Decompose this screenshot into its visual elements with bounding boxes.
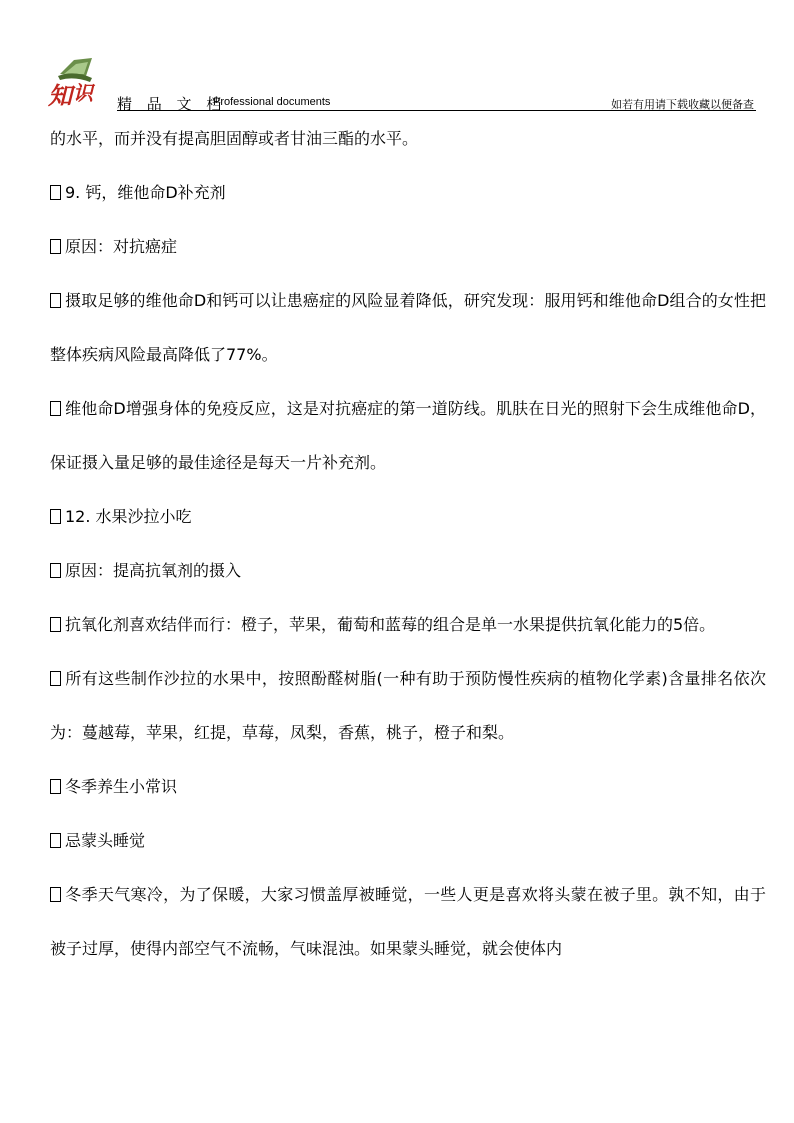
paragraph: 抗氧化剂喜欢结伴而行：橙子，苹果，葡萄和蓝莓的组合是单一水果提供抗氧化能力的5倍。	[50, 598, 766, 652]
bullet-box-icon	[50, 833, 61, 848]
document-body	[50, 112, 766, 976]
page-header	[46, 52, 756, 112]
paragraph: 摄取足够的维他命D和钙可以让患癌症的风险显着降低，研究发现：服用钙和维他命D组合的女性把整体疾病风险最高降低了77%。	[50, 291, 766, 364]
paragraph: 原因：对抗癌症	[50, 220, 766, 274]
bullet-box-icon	[50, 509, 61, 524]
bullet-box-icon	[50, 185, 61, 200]
knowledge-logo-icon	[46, 52, 102, 110]
bullet-box-icon	[50, 563, 61, 578]
paragraph: 原因：提高抗氧剂的摄入	[50, 544, 766, 598]
bullet-box-icon	[50, 671, 61, 686]
brand-title: 精 品 文 档	[117, 95, 227, 113]
paragraph: 冬季天气寒冷，为了保暖，大家习惯盖厚被睡觉，一些人更是喜欢将头蒙在被子里。孰不知，由于被子过厚，使得内部空气不流畅，气味混浊。如果蒙头睡觉，就会使体内	[50, 885, 766, 958]
svg-text:识: 识	[73, 81, 93, 105]
download-hint: 如若有用请下载收藏以便备查	[611, 98, 754, 111]
bullet-box-icon	[50, 887, 61, 902]
paragraph: 冬季养生小常识	[50, 760, 766, 814]
bullet-box-icon	[50, 293, 61, 308]
paragraph: 所有这些制作沙拉的水果中，按照酚醛树脂(一种有助于预防慢性疾病的植物化学素)含量排名依次为：蔓越莓，苹果，红提，草莓，凤梨，香蕉，桃子，橙子和梨。	[50, 669, 766, 742]
bullet-box-icon	[50, 239, 61, 254]
bullet-box-icon	[50, 779, 61, 794]
bullet-box-icon	[50, 617, 61, 632]
paragraph: 忌蒙头睡觉	[50, 814, 766, 868]
svg-text:知: 知	[48, 81, 72, 110]
brand-subtitle: Professional documents	[213, 96, 331, 108]
bullet-box-icon	[50, 401, 61, 416]
header-divider	[117, 110, 756, 111]
paragraph: 的水平，而并没有提高胆固醇或者甘油三酯的水平。	[50, 129, 419, 148]
paragraph: 维他命D增强身体的免疫反应，这是对抗癌症的第一道防线。肌肤在日光的照射下会生成维他命D，保证摄入量足够的最佳途径是每天一片补充剂。	[50, 399, 766, 472]
paragraph: 12. 水果沙拉小吃	[50, 490, 766, 544]
paragraph: 9. 钙，维他命D补充剂	[50, 166, 766, 220]
